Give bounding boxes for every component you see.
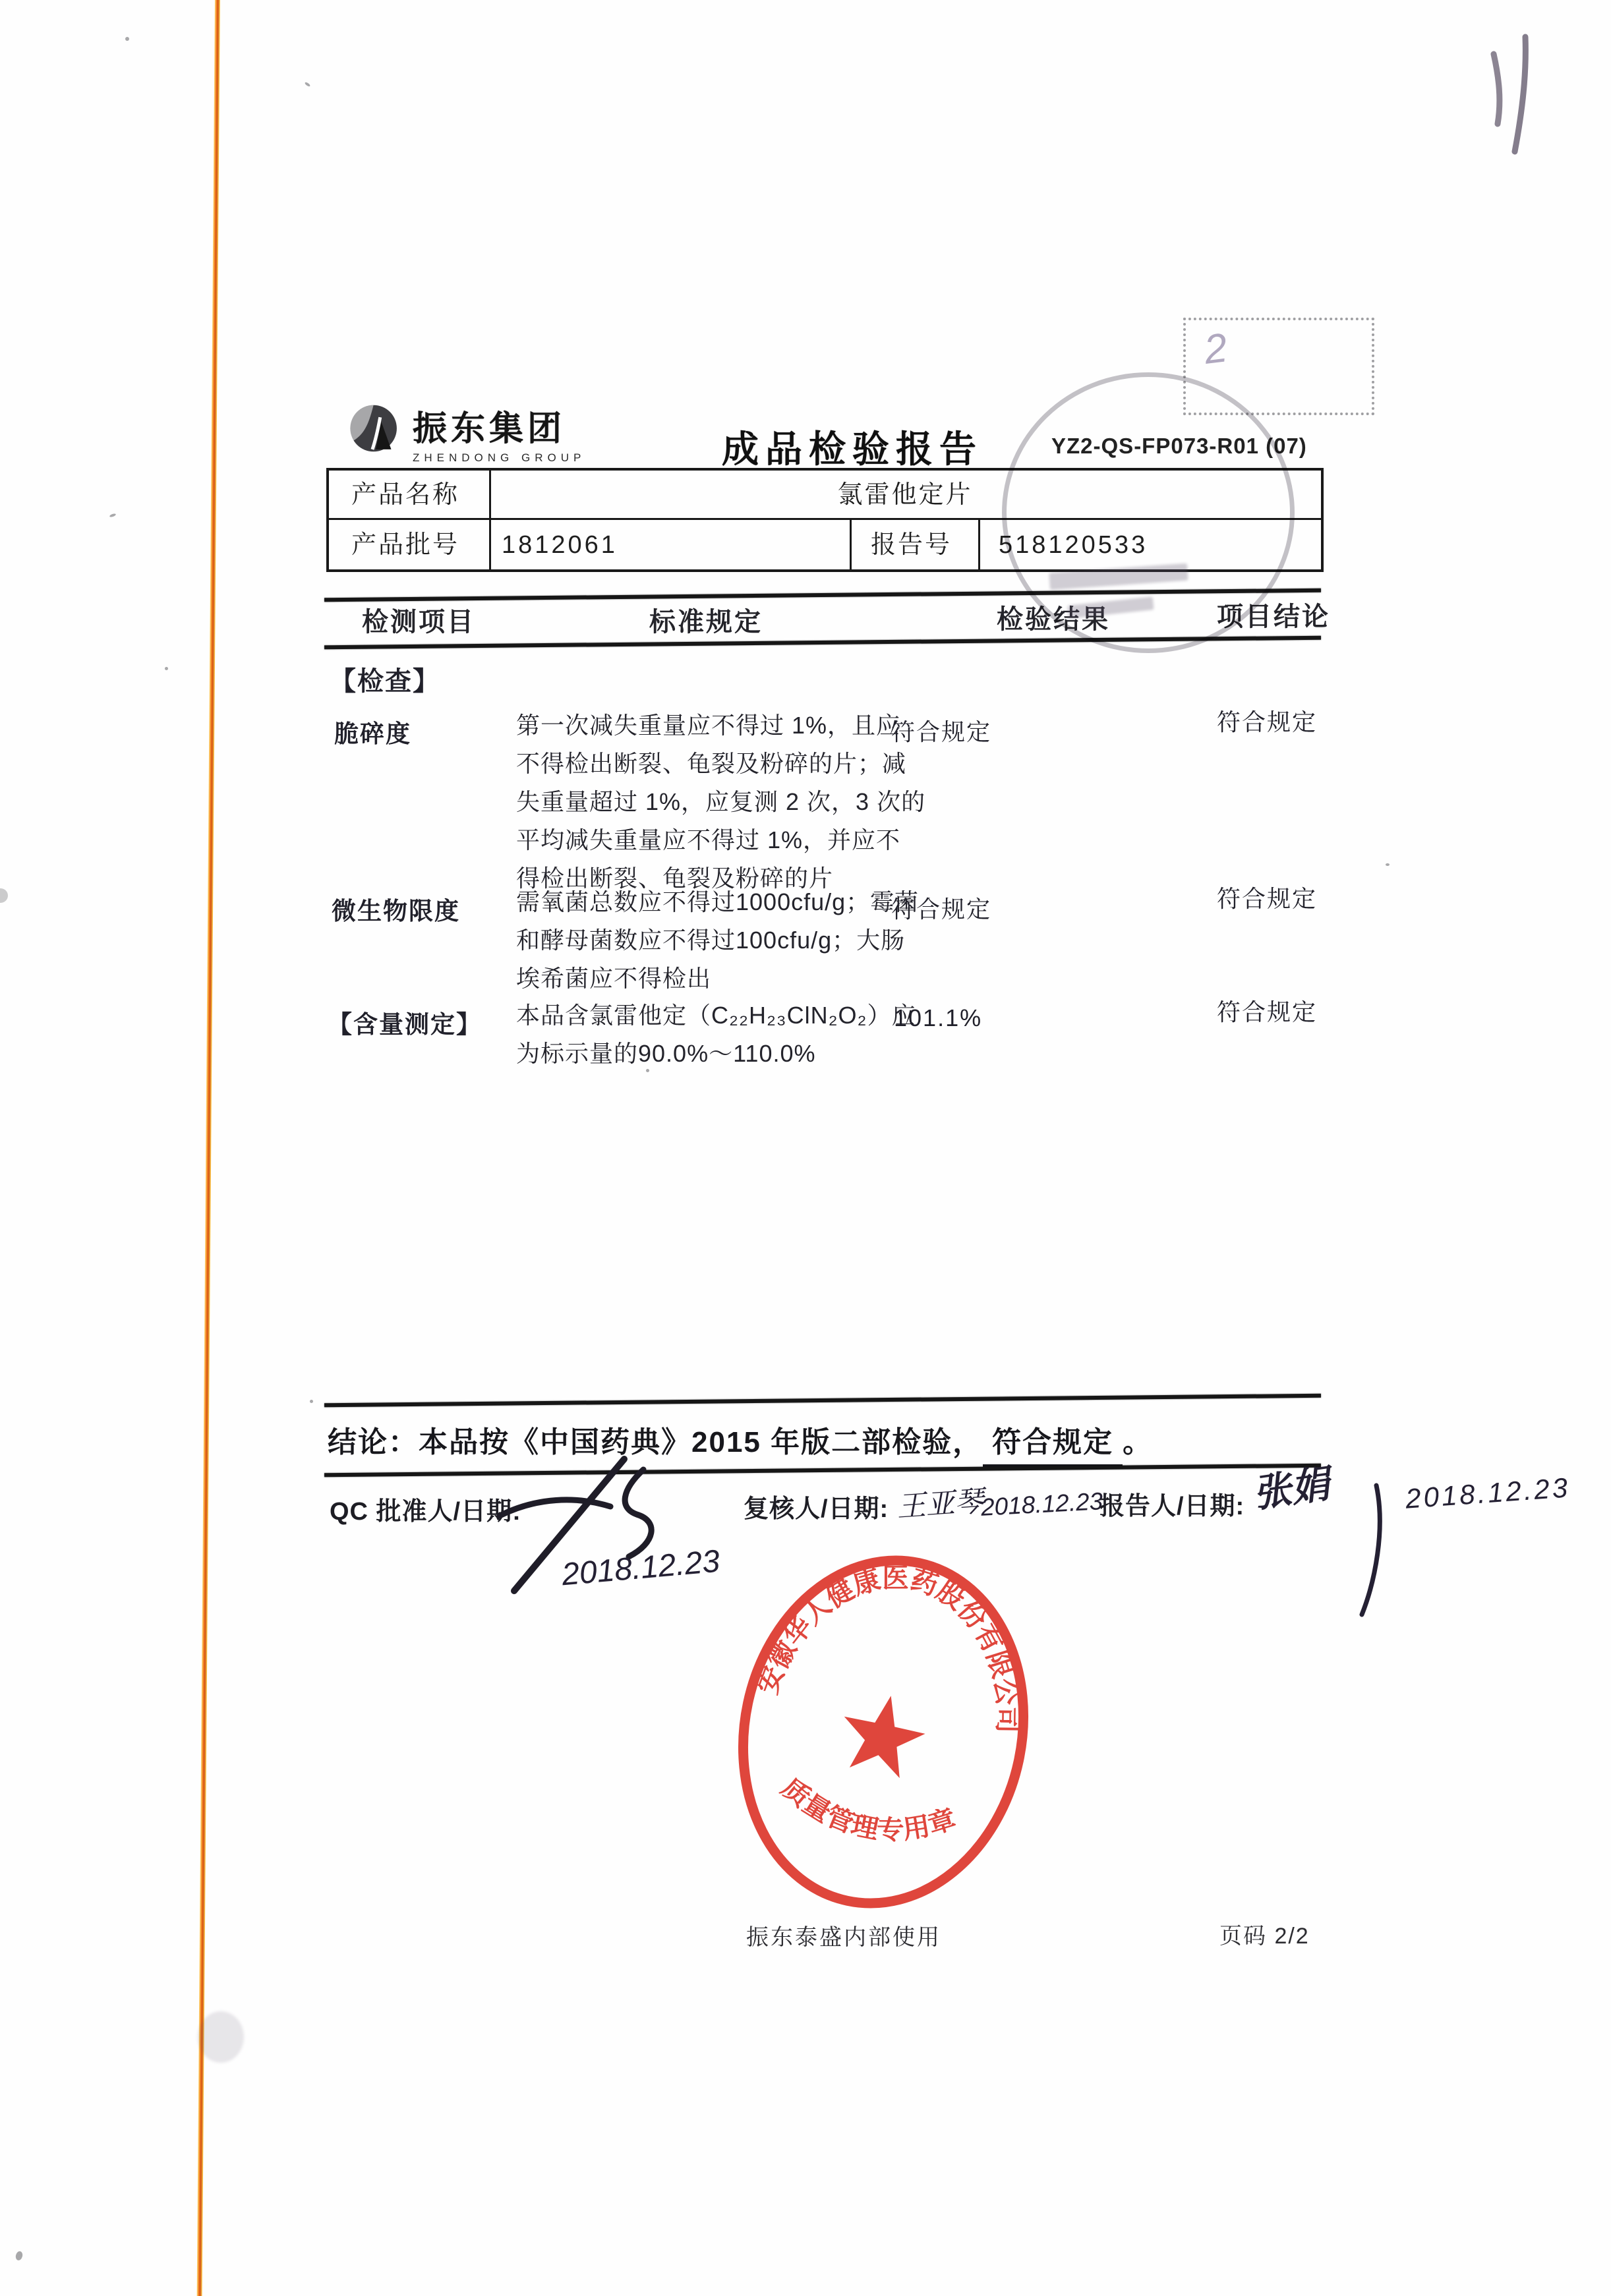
qc-approver-label: QC 批准人/日期: — [330, 1498, 521, 1526]
standard-line: 需氧菌总数应不得过1000cfu/g；霉菌 — [516, 888, 920, 915]
logo-company-name-en: ZHENDONG GROUP — [413, 451, 586, 464]
item-conclusion: 符合规定 — [1217, 998, 1318, 1025]
seal-star-icon — [834, 1687, 931, 1781]
test-result: 符合规定 — [891, 896, 992, 923]
product-name-value: 氯雷他定片 — [837, 481, 973, 509]
reviewer-date: 2018.12.23 — [980, 1487, 1104, 1521]
scan-speck — [125, 37, 129, 41]
company-quality-seal — [672, 1490, 1095, 1974]
stamp-box-handwritten-mark: 2 — [1201, 325, 1230, 373]
test-result: 符合规定 — [891, 718, 992, 745]
seal-ring-text-holder — [751, 1535, 1053, 1749]
reporter-date: 2018.12.23 — [1404, 1472, 1571, 1514]
standard-spec-text — [516, 883, 919, 998]
page-number: 页码 2/2 — [1219, 1924, 1310, 1949]
section-heading: 【检查】 — [330, 667, 440, 696]
standard-line: 不得检出断裂、龟裂及粉碎的片；减 — [516, 750, 907, 777]
page-title: 成品检验报告 — [722, 428, 983, 470]
scan-speck — [305, 82, 311, 87]
column-header-conclusion: 项目结论 — [1217, 602, 1330, 631]
standard-line: 第一次减失重量应不得过 1%，且应 — [516, 712, 901, 739]
scan-smudge — [198, 2011, 244, 2063]
qc-signature-date: 2018.12.23 — [560, 1543, 722, 1593]
test-item-name: 微生物限度 — [332, 898, 460, 925]
standard-spec-text — [516, 996, 916, 1073]
scan-speck — [310, 1400, 313, 1403]
logo-globe-icon — [348, 401, 403, 456]
scan-speck — [165, 667, 168, 670]
scan-speck — [0, 888, 8, 903]
footer-note: 振东泰盛内部使用 — [746, 1925, 941, 1950]
column-header-standard: 标准规定 — [649, 608, 763, 637]
standard-line: 埃希菌应不得检出 — [516, 965, 712, 992]
scan-speck — [1386, 863, 1390, 866]
document-number: YZ2-QS-FP073-R01 (07) — [1051, 434, 1307, 458]
conclusion-text — [328, 1418, 1153, 1467]
test-result: 101.1% — [894, 1004, 983, 1031]
standard-line: 得检出断裂、龟裂及粉碎的片 — [516, 865, 834, 892]
report-number-value: 518120533 — [999, 531, 1148, 559]
seal-inner-text: 质量管理专用章 — [776, 1773, 958, 1845]
product-name-label: 产品名称 — [351, 481, 460, 509]
seal-ring-text: 安徽华人健康医药股份有限公司 — [751, 1562, 1024, 1735]
column-header-test-item: 检测项目 — [362, 608, 475, 637]
conclusion-suffix: 。 — [1123, 1426, 1154, 1458]
column-header-result: 检验结果 — [997, 605, 1110, 634]
standard-line: 为标示量的90.0%～110.0% — [516, 1040, 816, 1067]
reporter-label: 报告人/日期: — [1099, 1493, 1245, 1520]
reporter-signature: 张娟 — [1250, 1462, 1332, 1516]
scan-artifact-line — [197, 0, 220, 2296]
standard-line: 失重量超过 1%，应复测 2 次，3 次的 — [516, 788, 926, 815]
scan-speck — [15, 2251, 23, 2261]
table-divider — [850, 520, 852, 569]
standard-line: 平均减失重量应不得过 1%，并应不 — [516, 826, 901, 853]
standard-spec-text — [516, 706, 925, 898]
standard-line: 和酵母菌数应不得过100cfu/g；大肠 — [516, 927, 906, 954]
seal-inner-text-holder — [770, 1767, 964, 1861]
test-item-name: 脆碎度 — [334, 720, 411, 747]
batch-number-label: 产品批号 — [351, 531, 460, 559]
conclusion-result-underlined: 符合规定 — [983, 1418, 1123, 1467]
standard-line: 本品含氯雷他定（C₂₂H₂₃ClN₂O₂）应 — [516, 1002, 916, 1029]
faint-gray-seal-circle — [1002, 372, 1295, 653]
conclusion-rule-top — [324, 1394, 1321, 1408]
reviewer-signature: 王亚琴 — [895, 1485, 985, 1524]
item-conclusion: 符合规定 — [1217, 885, 1318, 912]
table-divider — [978, 520, 980, 569]
reporter-signature-flourish — [1353, 1483, 1392, 1621]
company-logo — [348, 401, 585, 465]
scan-speck — [646, 1069, 649, 1072]
scan-speck — [109, 513, 117, 517]
item-conclusion: 符合规定 — [1217, 708, 1318, 735]
batch-number-value: 1812061 — [502, 531, 618, 559]
reviewer-label: 复核人/日期: — [744, 1495, 889, 1523]
report-number-label: 报告号 — [871, 531, 952, 559]
handwritten-corner-mark-icon — [1482, 32, 1554, 157]
conclusion-prefix: 结论：本品按《中国药典》2015 年版二部检验， — [328, 1426, 983, 1458]
test-item-name: 【含量测定】 — [328, 1011, 482, 1038]
logo-company-name: 振东集团 — [413, 410, 566, 448]
